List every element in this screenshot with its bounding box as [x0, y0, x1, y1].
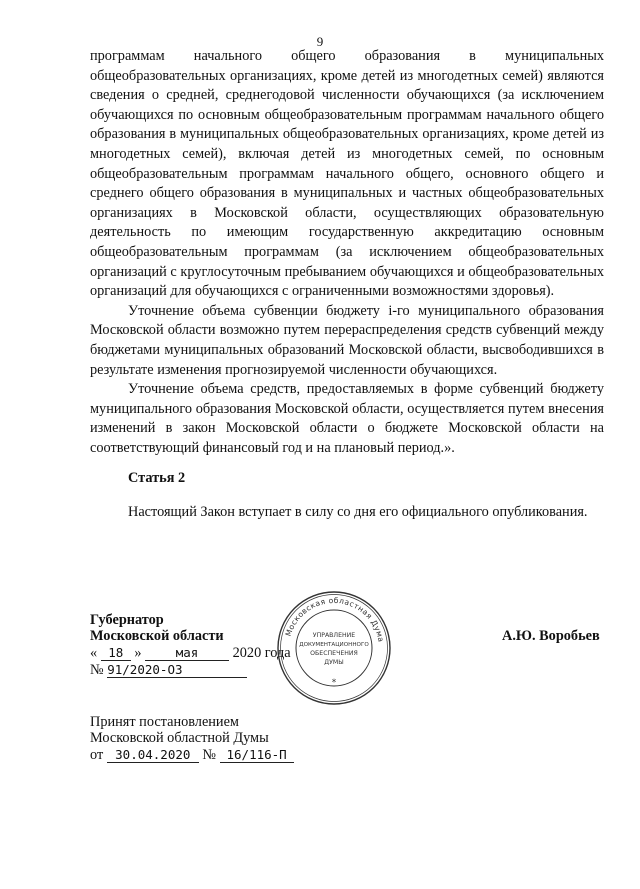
adoption-date: 30.04.2020 — [107, 748, 199, 763]
adoption-number-label: № — [202, 747, 217, 763]
date-month: мая — [145, 646, 229, 661]
adoption-line1: Принят постановлением — [90, 714, 239, 730]
law-number: 91/2020-ОЗ — [107, 663, 247, 678]
signature-role-line2: Московской области — [90, 628, 224, 644]
stamp-line1: УПРАВЛЕНИЕ — [312, 632, 356, 639]
page-number: 9 — [316, 34, 324, 49]
signature-number — [90, 660, 247, 680]
date-day: 18 — [101, 646, 131, 661]
date-close-quote: » — [134, 645, 142, 661]
article-text: Настоящий Закон вступает в силу со дня его официального опубликования. — [128, 504, 588, 520]
adoption-number: 16/116-П — [220, 748, 294, 763]
paragraph-continued: программам начального общего образования в муниципальных общеобразовательных организациях, кроме детей из многодетных семей) являются сведения о средней, среднегодовой численности обучающихся (за исключением обучающихся по основным общеобразовательным программам начального общего образования в муниципальных общеобразовательных организациях, кроме детей из многодетных семей), включая детей из многодетных семей, по основным общеобразовательным программам начального общего, основного общего и среднего общего образования в муниципальных и частных общеобразовательных организациях в Московской области, осуществляющих образовательную деятельность по имеющим государственную аккредитацию основным общеобразовательным программам (за исключением общеобразовательных организаций с круглосуточным пребыванием обучающихся и общеобразовательных организаций для обучающихся с ограниченными возможностями здоровья). — [90, 48, 604, 300]
document-body — [90, 47, 604, 458]
adoption-from-label: от — [90, 747, 104, 763]
signature-name: А.Ю. Воробьев — [502, 628, 600, 644]
stamp-line4: ДУМЫ — [324, 659, 344, 666]
date-open-quote: « — [90, 645, 98, 661]
adoption-date-number — [90, 745, 294, 765]
official-stamp — [276, 590, 392, 706]
signature-role-line1: Губернатор — [90, 612, 164, 628]
adoption-line2: Московской областной Думы — [90, 730, 269, 746]
paragraph-subvention-adjustment: Уточнение объема субвенции бюджету i-го муниципального образования Московской области возможно путем перераспределения средств субвенций между бюджетами муниципальных образований Московской области, высвободившихся в результате изменения прогнозируемой численности обучающихся. — [90, 302, 604, 378]
stamp-inner-ring — [296, 610, 372, 686]
date-year: 2020 года — [232, 645, 291, 661]
stamp-line3: ОБЕСПЕЧЕНИЯ — [310, 650, 358, 657]
stamp-ring-text: Московская областная Дума — [283, 595, 386, 644]
stamp-star-icon: * — [331, 678, 337, 688]
stamp-line2: ДОКУМЕНТАЦИОННОГО — [299, 642, 369, 648]
article-title: Статья 2 — [128, 470, 186, 486]
number-label: № — [90, 662, 104, 678]
paragraph-funds-adjustment: Уточнение объема средств, предоставляемых в форме субвенций бюджету муниципального образования Московской области, осуществляется путем внесения изменений в закон Московской области о бюджете Московской области на соответствующий финансовый год и на плановый период.». — [90, 381, 604, 456]
